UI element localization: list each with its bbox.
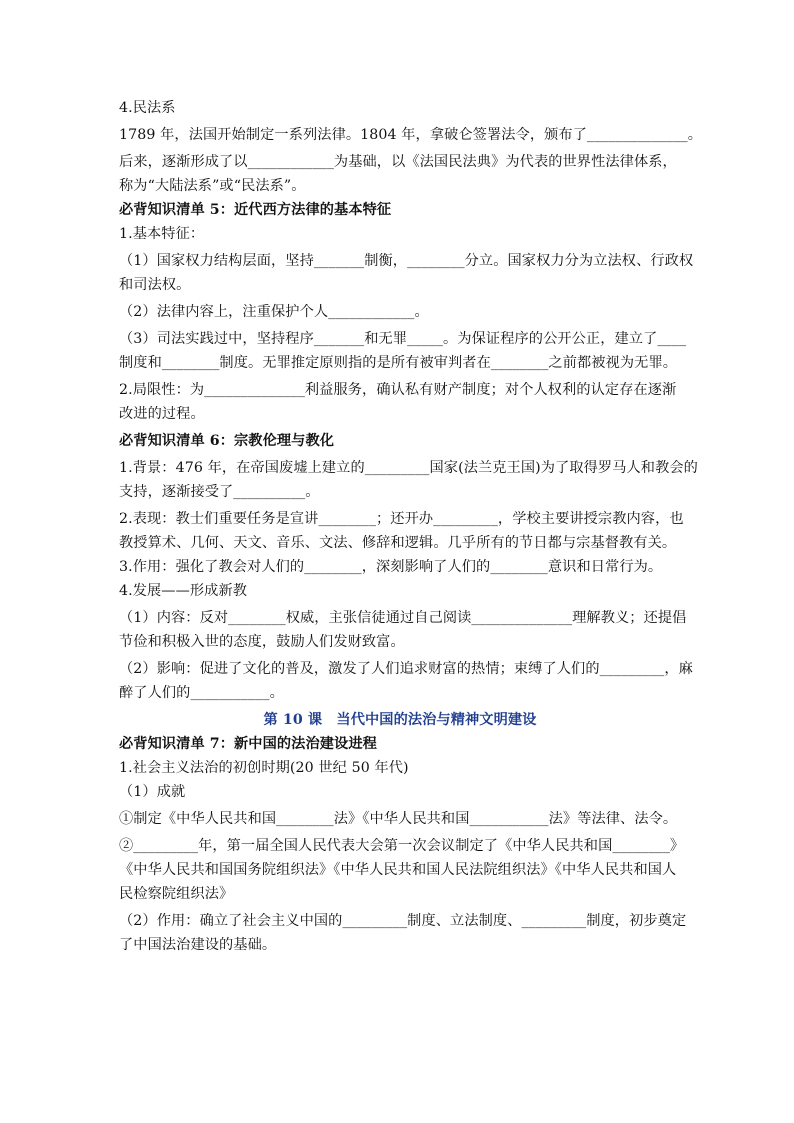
text-line: （2）影响：促进了文化的普及，激发了人们追求财富的热情；束缚了人们的_________，麻 bbox=[119, 661, 693, 677]
text-line: （2）法律内容上，注重保护个人____________。 bbox=[119, 304, 429, 320]
lesson-title: 第 10 课 当代中国的法治与精神文明建设 bbox=[263, 712, 537, 728]
text-line: （1）成就 bbox=[119, 784, 186, 800]
text-line: ②_________年，第一届全国人民代表大会第一次会议制定了《中华人民共和国________》 bbox=[119, 838, 685, 854]
text-line: 4.发展——形成新教 bbox=[119, 583, 248, 599]
text-line: （3）司法实践过中，坚持程序_______和无罪_____。为保证程序的公开公正，建立了____ bbox=[119, 331, 687, 347]
text-line: 《中华人民共和国国务院组织法》《中华人民共和国人民法院组织法》《中华人民共和国人 bbox=[119, 862, 677, 878]
text-line: 和司法权。 bbox=[119, 277, 191, 293]
text-line: 后来，逐渐形成了以____________为基础，以《法国民法典》为代表的世界性法律体系， bbox=[119, 154, 677, 170]
section-heading-6: 必背知识清单 6：宗教伦理与教化 bbox=[119, 433, 335, 449]
text-line: 节俭和积极入世的态度，鼓励人们发财致富。 bbox=[119, 634, 405, 650]
text-line: 了中国法治建设的基础。 bbox=[119, 937, 277, 953]
text-line: 改进的过程。 bbox=[119, 406, 205, 422]
subsection-heading-civil-law: 4.民法系 bbox=[119, 100, 176, 116]
text-line: 支持，逐渐接受了__________。 bbox=[119, 484, 320, 500]
text-line: ①制定《中华人民共和国________法》《中华人民共和国___________法》等法律、法令。 bbox=[119, 811, 678, 827]
text-line: 1.社会主义法治的初创时期(20 世纪 50 年代) bbox=[119, 760, 409, 776]
text-line: 3.作用：强化了教会对人们的________，深刻影响了人们的________意识和日常行为。 bbox=[119, 559, 663, 575]
text-line: 1.基本特征： bbox=[119, 226, 205, 242]
text-line: 称为“大陆法系”或“民法系”。 bbox=[119, 178, 306, 194]
document-body bbox=[119, 96, 702, 957]
section-heading-7: 必背知识清单 7：新中国的法治建设进程 bbox=[119, 736, 377, 752]
text-line: 制度和________制度。无罪推定原则指的是所有被审判者在________之前都被视为无罪。 bbox=[119, 355, 678, 371]
text-line: 教授算术、几何、天文、音乐、文法、修辞和逻辑。几乎所有的节日都与宗基督教有关。 bbox=[119, 535, 677, 551]
text-line: 1789 年，法国开始制定一系列法律。1804 年，拿破仑签署法令，颁布了______________。 bbox=[119, 127, 702, 143]
text-line: 民检察院组织法》 bbox=[119, 886, 234, 902]
text-line: （1）国家权力结构层面，坚持_______制衡，________分立。国家权力分为立法权、行政权 bbox=[119, 253, 694, 269]
text-line: 1.背景：476 年，在帝国废墟上建立的_________国家(法兰克王国)为了取得罗马人和教会的 bbox=[119, 460, 698, 476]
text-line: 2.局限性：为______________利益服务，确认私有财产制度；对个人权利的认定存在逐渐 bbox=[119, 382, 677, 398]
text-line: （2）作用：确立了社会主义中国的_________制度、立法制度、_________制度，初步奠定 bbox=[119, 913, 687, 929]
text-line: 醉了人们的___________。 bbox=[119, 685, 284, 701]
text-line: 2.表现：教士们重要任务是宣讲________；还开办_________，学校主要讲授宗教内容，也 bbox=[119, 511, 684, 527]
section-heading-5: 必背知识清单 5：近代西方法律的基本特征 bbox=[119, 202, 392, 218]
text-line: （1）内容：反对________权威，主张信徒通过自己阅读______________理解教义；还提倡 bbox=[119, 610, 687, 626]
